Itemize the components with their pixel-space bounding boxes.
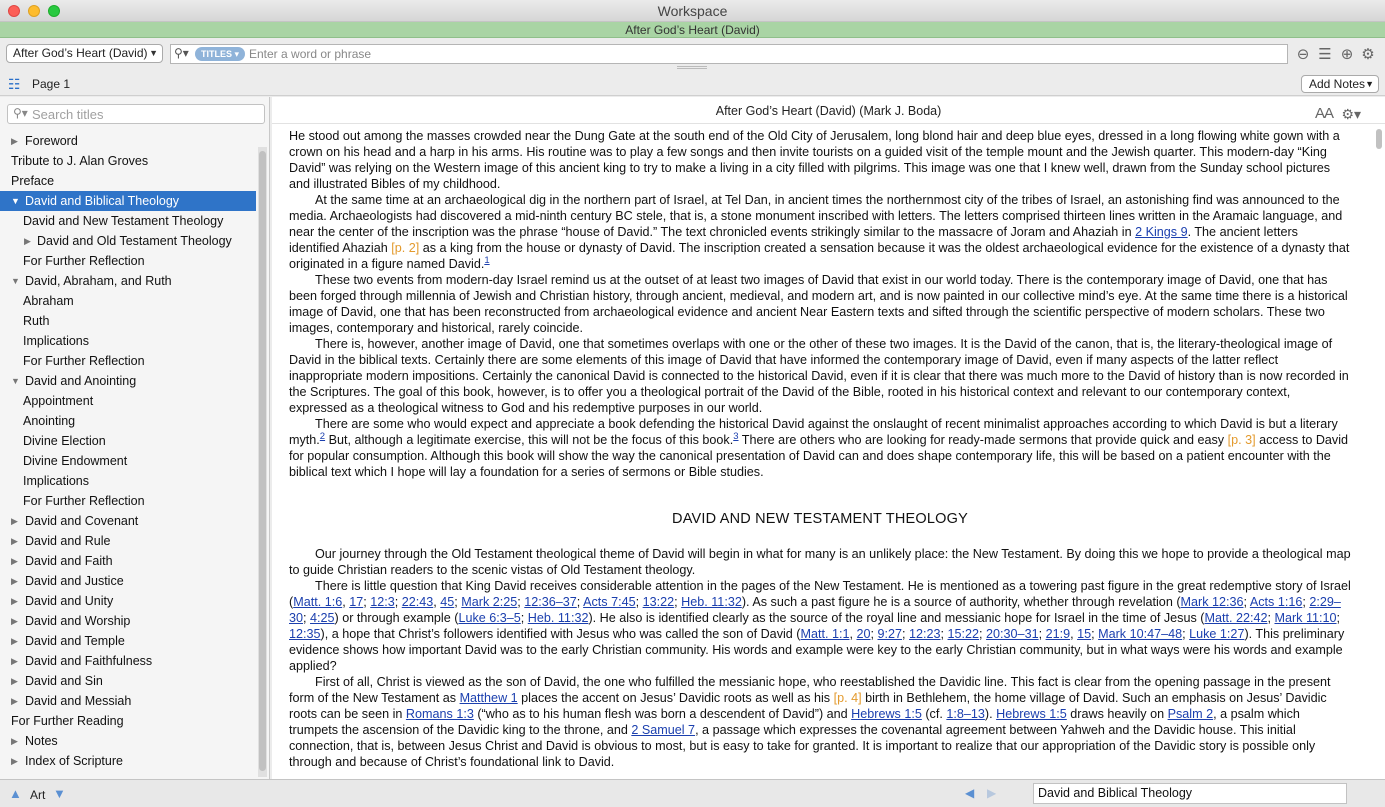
location-field[interactable]: David and Biblical Theology (1033, 783, 1347, 804)
toc-item-label: Foreword (25, 134, 78, 148)
footnote-link[interactable]: 1 (484, 254, 490, 266)
toc-item-label: For Further Reflection (23, 494, 145, 508)
text-run: ; (1302, 595, 1310, 609)
paragraph (289, 128, 1351, 192)
reader-pane (272, 97, 1385, 779)
toc-item[interactable] (0, 151, 256, 171)
forward-arrow-icon[interactable]: ▶ (987, 786, 997, 800)
toc-item[interactable] (0, 211, 256, 231)
text-run: draws heavily on (1066, 707, 1168, 721)
disclosure-expanded-icon[interactable]: ▼ (11, 276, 20, 286)
text-run: ; (520, 611, 528, 625)
scripture-link[interactable]: Mark 11:10 (1274, 611, 1337, 625)
scripture-link[interactable]: Mark 12:36 (1180, 595, 1244, 609)
text-run: These two events from modern-day Israel remind us at the outset of at least two images of David that exist in our world today. There is the contemporary image of David, one that has been forged through millennia of Jewish and Christian history, through ancient, medieval, and modern art, and is now painted in our collective mind’s eye. At the same time there is a historical image of David, one that has been reconstructed from archaeological evidence and ancient Near Eastern texts and sifted through the scientific perspective of modern scholars. These two images, contemporary and historical, rarely coincide. (289, 273, 1348, 335)
text-run: ; (576, 595, 584, 609)
share-icon[interactable]: ⚙ (1361, 46, 1375, 63)
disclosure-collapsed-icon[interactable]: ▶ (11, 636, 18, 646)
toc-item[interactable] (0, 311, 256, 331)
search-scope-pill[interactable]: TITLES ▾ (195, 47, 245, 61)
scripture-link[interactable]: 15:22 (947, 627, 980, 641)
scripture-link[interactable]: Matthew 1 (459, 691, 518, 705)
toc-item[interactable] (0, 711, 256, 731)
add-notes-button[interactable] (1301, 75, 1379, 93)
toc-item[interactable] (0, 611, 256, 631)
text-run: ; (979, 627, 987, 641)
text-run: ; (517, 595, 525, 609)
text-run: At the same time at an archaeological dig in the northern part of Israel, at Tel Dan, in ancient times the northernmost city of the tribes of Israel, an astonishing find was announced to the media. Archaeologists had discovered a mid-ninth century BC stele, that is, a stone monument inscribed with letters. The letters comprised thirteen lines written in the Aramaic language, and near the center of the inscription was the phrase “house of David.” The text chronicled events strikingly similar to the massacre of Joram and Ahaziah in (289, 193, 1343, 239)
toc-item-label: David and Faithfulness (25, 654, 153, 668)
toc-item[interactable] (0, 291, 256, 311)
section-heading: DAVID AND NEW TESTAMENT THEOLOGY (672, 511, 968, 527)
text-run: , a psalm which trumpets the ascension of the Davidic king to the throne, and (289, 707, 1300, 737)
toc-item-label: Tribute to J. Alan Groves (11, 154, 149, 168)
toc-item-label: Divine Endowment (23, 454, 128, 468)
next-article-icon[interactable]: ▼ (53, 786, 66, 801)
scripture-link[interactable]: Luke 6:3–5 (458, 611, 521, 625)
scripture-link[interactable]: Mark 10:47–48 (1098, 627, 1183, 641)
toc-sidebar (0, 97, 270, 779)
title-search-input[interactable] (32, 106, 260, 122)
toc-item-label: David and Faith (25, 554, 113, 568)
text-run: ) or through example ( (334, 611, 459, 625)
bottom-bar (0, 779, 1385, 807)
toc-item-label: Implications (23, 474, 89, 488)
text-run: ; (674, 595, 682, 609)
disclosure-collapsed-icon[interactable]: ▶ (11, 656, 18, 666)
text-run: ; (1182, 627, 1190, 641)
scripture-link[interactable]: 17 (349, 595, 364, 609)
toc-item[interactable] (0, 531, 256, 551)
art-label: Art (30, 788, 46, 802)
reader-header (272, 97, 1385, 124)
toc-item[interactable] (0, 391, 256, 411)
page-marker: [p. 2] (391, 241, 420, 255)
text-run: First of all, Christ is viewed as the son of David, the one who fulfilled the messianic hope, who reestablished the Davidic line. This fact is clear from the opening passage in the present form of the New Testament as (289, 675, 1331, 705)
toc-item[interactable] (0, 691, 256, 711)
sidebar-scroll-thumb[interactable] (259, 151, 266, 771)
disclosure-collapsed-icon[interactable]: ▶ (11, 576, 18, 586)
scripture-link[interactable]: 4:25 (310, 611, 335, 625)
toc-item[interactable] (0, 591, 256, 611)
toc-item[interactable] (0, 411, 256, 431)
text-run: Our journey through the Old Testament theological theme of David will begin in what for many is an unlikely place: the New Testament. By doing this we hope to provide a theological map to guide Christian readers to the scenic vistas of Old Testament theology. (289, 547, 1351, 577)
text-run: There is, however, another image of David, one that sometimes overlaps with one or the other of these two images. It is the David of the canon, that is, the literary-theological image of David in the biblical texts. Certainly there are some elements of this image of David that have informed the contemporary image of David, even if many aspects of the latter reflect inappropriate modern impositions. Certainly the canonical David is connected to the historical David, even if it is clear that there was much more to the David of history than is now recorded in the Scriptures. The goal of this book, however, is to offer you a theological portrait of the David of the Bible, rooted in his historical context and relevant to our contemporary context, expressed as a theological witness to God and his redemptive purposes in our world. (289, 337, 1349, 415)
search-scope-label: TITLES (201, 49, 232, 59)
text-run: ; (1243, 595, 1250, 609)
toc-item[interactable] (0, 471, 256, 491)
search-icon: ⚲▾ (13, 106, 28, 120)
scripture-link[interactable]: Acts 7:45 (583, 595, 636, 609)
toc-item-label: David and Justice (25, 574, 124, 588)
resource-title-bar (0, 22, 1385, 38)
page-marker: [p. 4] (833, 691, 862, 705)
disclosure-collapsed-icon[interactable]: ▶ (11, 756, 18, 766)
text-run: ; (1038, 627, 1046, 641)
scripture-link[interactable]: 1:8–13 (946, 707, 985, 721)
scripture-link[interactable]: Matt. 1:6 (293, 595, 343, 609)
toc-item[interactable] (0, 651, 256, 671)
text-run: ; (303, 611, 311, 625)
toc-item[interactable] (0, 351, 256, 371)
page-marker: [p. 3] (1227, 433, 1256, 447)
page-row (0, 72, 1385, 96)
text-run: birth in Bethlehem, the home village of David. Such an emphasis on Jesus’ Davidic roots can be seen in (289, 691, 1327, 721)
toc-item[interactable] (0, 631, 256, 651)
paragraph (289, 192, 1351, 272)
scripture-link[interactable]: 12:36–37 (524, 595, 577, 609)
disclosure-collapsed-icon[interactable]: ▶ (11, 556, 18, 566)
toc-item-label: Index of Scripture (25, 754, 123, 768)
toc-item[interactable] (0, 491, 256, 511)
scripture-link[interactable]: 12:35 (289, 627, 321, 641)
back-arrow-icon[interactable]: ◀ (965, 786, 975, 800)
scripture-link[interactable]: Matt. 22:42 (1204, 611, 1268, 625)
text-run: ). He also is identified clearly as the source of the royal line and messianic hope for Israel in the time of Jesus ( (588, 611, 1205, 625)
zoom-search-icon[interactable]: ⊖ (1296, 46, 1310, 63)
scripture-link[interactable]: 2 Samuel 7 (631, 723, 696, 737)
disclosure-collapsed-icon[interactable]: ▶ (11, 136, 18, 146)
reader-scrollbar[interactable] (1375, 127, 1383, 775)
text-run: But, although a legitimate exercise, this will not be the focus of this book. (325, 433, 734, 447)
paragraph (289, 272, 1351, 336)
toc-item-label: David, Abraham, and Ruth (25, 274, 172, 288)
text-run: There are some who would expect and appreciate a book defending the historical David against the onslaught of recent minimalist approaches according to which David is but a literary myth. (289, 417, 1338, 447)
book-select-value: After God’s Heart (David) (13, 46, 148, 60)
toc-item[interactable] (0, 191, 256, 211)
toc-item[interactable] (0, 571, 256, 591)
scripture-link[interactable]: 15 (1077, 627, 1092, 641)
text-run: (“who as to his human flesh was born a descendent of David”) and (473, 707, 852, 721)
gear-icon[interactable]: ⚙▾ (1341, 106, 1361, 122)
scripture-link[interactable]: Heb. 11:32 (527, 611, 589, 625)
disclosure-expanded-icon[interactable]: ▼ (11, 196, 20, 206)
text-run: ; (363, 595, 371, 609)
text-run: ; (902, 627, 910, 641)
paragraph (289, 336, 1351, 416)
scripture-link[interactable]: 13:22 (642, 595, 675, 609)
paragraphs-after (289, 546, 1351, 770)
footnote-link[interactable]: 3 (733, 430, 739, 442)
paragraph (289, 578, 1351, 674)
toc-item[interactable] (0, 171, 256, 191)
scripture-link[interactable]: Psalm 2 (1167, 707, 1214, 721)
text-run: , (849, 627, 857, 641)
scripture-link[interactable]: 20 (856, 627, 871, 641)
scripture-link[interactable]: Heb. 11:32 (681, 595, 742, 609)
toc-item-label: Divine Election (23, 434, 106, 448)
toc-item-label: Appointment (23, 394, 94, 408)
toc-item[interactable] (0, 271, 256, 291)
toc-item-label: David and Covenant (25, 514, 139, 528)
window-close-button[interactable] (8, 5, 20, 17)
window-title: Workspace (657, 3, 728, 19)
scripture-link[interactable]: Acts 1:16 (1249, 595, 1303, 609)
disclosure-collapsed-icon[interactable]: ▶ (11, 596, 18, 606)
toc-item-label: For Further Reflection (23, 354, 145, 368)
disclosure-collapsed-icon[interactable]: ▶ (11, 516, 18, 526)
scripture-link[interactable]: Hebrews 1:5 (996, 707, 1067, 721)
toc-item-label: Implications (23, 334, 89, 348)
text-run: ; (454, 595, 462, 609)
toc-item-label: David and Rule (25, 534, 111, 548)
text-run: He stood out among the masses crowded near the Dung Gate at the south end of the Old City of Jerusalem, long blond hair and deep blue eyes, dressed in a long flowing white gown with a crown on his head and a harp in his arms. His routine was to play a few songs and then invite tourists on a guided visit of the temple mount and the Jewish quarter. This modern-day “King David” was relying on the Western image of this ancient king to try to make a living in a city filled with pilgrims. This image was one that I knew well, drawn from the Sunday school pictures and illustrated Bibles of my childhood. (289, 129, 1340, 191)
add-notes-label: Add Notes (1309, 77, 1366, 91)
text-run: . The ancient letters identified Ahaziah (289, 225, 1298, 255)
text-run: ; (940, 627, 948, 641)
toc-item-label: David and Sin (25, 674, 103, 688)
scripture-link[interactable]: 2 Kings 9 (1135, 225, 1188, 239)
text-run: , a passage which expresses the covenantal agreement between Yahweh and the Davidic house. This initial connection, that is, between Jesus Christ and David is obvious to most, but is easy to take for granted. It is important to realize that our appropriation of the Davidic story is possible only through and because of Christ’s foundational link to David. (289, 723, 1316, 769)
reader-scroll-thumb[interactable] (1376, 129, 1382, 149)
resource-title: After God’s Heart (David) (625, 23, 760, 37)
toc-item-label: David and Messiah (25, 694, 132, 708)
toc-item[interactable] (0, 671, 256, 691)
text-run: ). This preliminary evidence shows how important David was to the early Christian community. His words and example were key to the early Christian community, but in what ways were his words and example applied? (289, 627, 1345, 673)
text-run: (cf. (921, 707, 947, 721)
disclosure-expanded-icon[interactable]: ▼ (11, 376, 20, 386)
text-run: , (433, 595, 441, 609)
book-select[interactable] (6, 44, 163, 63)
disclosure-collapsed-icon[interactable]: ▶ (11, 676, 18, 686)
chevron-down-icon: ▼ (149, 48, 158, 58)
page-label: Page 1 (32, 77, 71, 91)
toc-item-label: Abraham (23, 294, 74, 308)
window-zoom-button[interactable] (48, 5, 60, 17)
add-panel-icon[interactable]: ⊕ (1340, 46, 1354, 63)
toc-item[interactable] (0, 131, 256, 151)
disclosure-collapsed-icon[interactable]: ▶ (11, 616, 18, 626)
toc-item-label: Anointing (23, 414, 76, 428)
text-run: There are others who are looking for ready-made sermons that provide quick and easy (738, 433, 1228, 447)
toc-item[interactable] (0, 731, 256, 751)
text-run: ; (1267, 611, 1275, 625)
text-run: places the accent on Jesus’ Davidic roots as well as his (517, 691, 834, 705)
list-icon[interactable]: ☷ (8, 76, 21, 92)
text-run: access to David for popular consumption. Although this book will show the way the canonical presentation of David can and does shape contemporary life, this will be based on a patient encounter with the biblical text which I hope will lay a foundation for a series of sermons or Bible studies. (289, 433, 1349, 479)
toc-item[interactable] (0, 231, 256, 251)
toc-item-label: David and Unity (25, 594, 114, 608)
table-of-contents (0, 131, 256, 771)
sidebar-scrollbar[interactable] (258, 147, 267, 777)
text-run: ; (1091, 627, 1099, 641)
scripture-link[interactable]: 45 (440, 595, 455, 609)
window-minimize-button[interactable] (28, 5, 40, 17)
scripture-link[interactable]: 22:43 (401, 595, 434, 609)
toc-item[interactable] (0, 251, 256, 271)
window-titlebar (0, 0, 1385, 22)
toc-item[interactable] (0, 511, 256, 531)
reader-body (289, 128, 1351, 779)
toc-item[interactable] (0, 331, 256, 351)
toc-item-label: David and Biblical Theology (25, 194, 180, 208)
text-run: ). As such a past figure he is a source of authority, whether through revelation ( (741, 595, 1181, 609)
toc-item-label: For Further Reading (11, 714, 124, 728)
text-run: , (342, 595, 350, 609)
toc-item[interactable] (0, 371, 256, 391)
paragraphs-before (289, 128, 1351, 480)
title-search-box (7, 104, 265, 124)
text-run: ; (635, 595, 643, 609)
search-box (170, 44, 1288, 64)
text-run: ; (1336, 611, 1341, 625)
scripture-link[interactable]: Mark 2:25 (461, 595, 518, 609)
reader-title: After God’s Heart (David) (Mark J. Boda) (715, 104, 942, 118)
footnote-link[interactable]: 2 (319, 430, 326, 442)
disclosure-collapsed-icon[interactable]: ▶ (24, 236, 31, 246)
toc-item-label: Ruth (23, 314, 50, 328)
chevron-down-icon: ▼ (1365, 79, 1374, 89)
scripture-link[interactable]: 12:23 (909, 627, 941, 641)
disclosure-collapsed-icon[interactable]: ▶ (11, 696, 18, 706)
scripture-link[interactable]: 20:30–31 (986, 627, 1039, 641)
search-input[interactable] (249, 46, 1279, 62)
paragraph (289, 674, 1351, 770)
scripture-link[interactable]: 2:29–30 (289, 595, 1341, 625)
text-run: There is little question that King David receives considerable attention in the pages of the New Testament. He is mentioned as a towering past figure in the great redemptive story of Israel ( (289, 579, 1351, 609)
scripture-link[interactable]: Matt. 1:1 (800, 627, 850, 641)
splitter-handle[interactable] (677, 66, 707, 69)
toc-item[interactable] (0, 451, 256, 471)
paragraph (289, 416, 1351, 480)
disclosure-collapsed-icon[interactable]: ▶ (11, 736, 18, 746)
toc-item-label: David and Old Testament Theology (37, 234, 232, 248)
text-run: ; (394, 595, 402, 609)
toc-item-label: Notes (25, 734, 58, 748)
toc-item-label: David and Anointing (25, 374, 137, 388)
scripture-link[interactable]: Hebrews 1:5 (851, 707, 922, 721)
scripture-link[interactable]: Romans 1:3 (405, 707, 474, 721)
scripture-link[interactable]: 12:3 (370, 595, 395, 609)
toc-item-label: For Further Reflection (23, 254, 145, 268)
text-run: ). (984, 707, 997, 721)
paragraph (289, 546, 1351, 578)
toc-item[interactable] (0, 431, 256, 451)
font-size-icon[interactable]: AA (1314, 105, 1333, 122)
text-run: , (1070, 627, 1078, 641)
toc-item-label: David and New Testament Theology (23, 214, 224, 228)
scripture-link[interactable]: Luke 1:27 (1189, 627, 1245, 641)
scripture-link[interactable]: 21:9 (1045, 627, 1071, 641)
scripture-link[interactable]: 9:27 (877, 627, 903, 641)
toc-item[interactable] (0, 751, 256, 771)
text-run: ; (870, 627, 878, 641)
toc-item-label: David and Worship (25, 614, 131, 628)
text-run: ), a hope that Christ’s followers identified with Jesus who was called the son of David ( (320, 627, 801, 641)
lines-icon[interactable]: ☰ (1318, 46, 1332, 63)
text-run: as a king from the house or dynasty of David. The inscription created a sensation because it was the oldest archaeological evidence for the existence of a dynasty that originated in a figure named David. (289, 241, 1350, 271)
previous-article-icon[interactable]: ▲ (9, 786, 22, 801)
toc-item[interactable] (0, 551, 256, 571)
disclosure-collapsed-icon[interactable]: ▶ (11, 536, 18, 546)
toc-item-label: Preface (11, 174, 55, 188)
search-icon[interactable]: ⚲▾ (174, 46, 189, 60)
toc-item-label: David and Temple (25, 634, 125, 648)
